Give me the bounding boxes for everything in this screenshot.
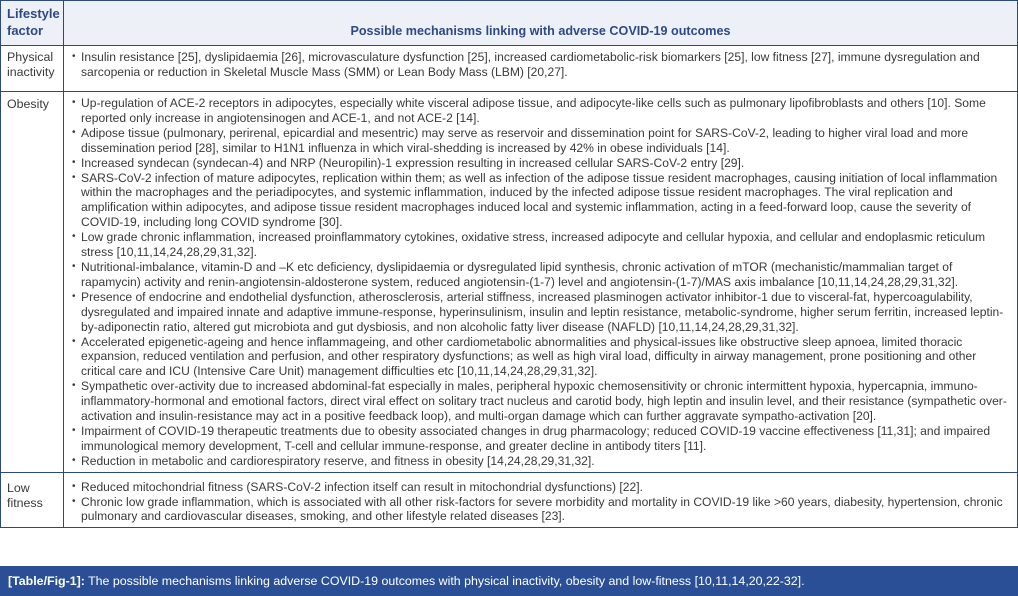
table-header-row: [1, 1, 1017, 46]
list-item: • Low grade chronic inflammation, increased proinflammatory cytokines, oxidative stress, increased adipocyte and cellular hypoxia, and cellular and endoplasmic reticulum stress [10,11,14,24,28,29,31,32].: [72, 230, 1009, 260]
list-item: • Insulin resistance [25], dyslipidaemia [26], microvasculature dysfunction [25], increased cardiometabolic-risk biomarkers [25], low fitness [27], immune dysregulation and sarcopenia or reduction in Skeletal Muscle Mass (SMM) or Lean Body Mass (LBM) [20,27].: [72, 50, 1009, 80]
list-item: • Reduced mitochondrial fitness (SARS-CoV-2 infection itself can result in mitochondrial dysfunctions) [22].: [72, 480, 1009, 495]
list-item: • Adipose tissue (pulmonary, perirenal, epicardial and mesentric) may serve as reservoir and dissemination point for SARS-CoV-2, leading to higher viral load and more dissemination period [28], similar to H1N1 influenza in which viral-shedding is increased by 42% in obese individuals [14].: [72, 126, 1009, 156]
list-item: • Increased syndecan (syndecan-4) and NRP (Neuropilin)-1 expression resulting in increased cellular SARS-CoV-2 entry [29].: [72, 156, 1009, 171]
factor-cell: Obesity: [1, 92, 64, 472]
caption-label: [Table/Fig-1]:: [8, 574, 85, 588]
mechanisms-cell: [64, 473, 1017, 528]
mechanisms-list: [72, 50, 1009, 80]
list-item: • Nutritional-imbalance, vitamin-D and –K etc deficiency, dyslipidaemia or dysregulated lipid synthesis, chronic activation of mTOR (mechanistic/mammalian target of rapamycin) activity and renin-angiotensin-aldosterone system, reduced angiotensin-(1-7) level and angiotensin-(1-7)/MAS axis imbalance [10,11,14,24,28,29,31,32].: [72, 260, 1009, 290]
table-row-physical-inactivity: [1, 46, 1017, 92]
factor-cell: Physical inactivity: [1, 46, 64, 91]
list-item: • Up-regulation of ACE-2 receptors in adipocytes, especially white visceral adipose tissue, and adipocyte-like cells such as pulmonary lipofibroblasts and others [10]. Some reported only increase in angiotensinogen and ACE-1, and not ACE-2 [14].: [72, 96, 1009, 126]
mechanisms-cell: [64, 92, 1017, 472]
table-caption: [0, 566, 1018, 596]
mechanisms-list: [72, 480, 1009, 525]
table-row-low-fitness: [1, 473, 1017, 529]
list-item: • Impairment of COVID-19 therapeutic treatments due to obesity associated changes in drug pharmacology; reduced COVID-19 vaccine effectiveness [11,31]; and impaired immunological memory development, T-cell and cellular immune-response, and greater decline in antibody titers [11].: [72, 424, 1009, 454]
list-item: • SARS-CoV-2 infection of mature adipocytes, replication within them; as well as infection of the adipose tissue resident macrophages, causing initiation of local inflammation within the macrophages and the periadipocytes, and systemic inflammation, induced by the infected adipose tissue resident macrophages. The viral replication and amplification within adipocytes, and adipose tissue resident macrophages induced local and systemic inflammation, acting in a feed-forward loop, cause the severity of COVID-19, including long COVID syndrome [30].: [72, 171, 1009, 231]
list-item: • Presence of endocrine and endothelial dysfunction, atherosclerosis, arterial stiffness, increased plasminogen activator inhibitor-1 due to visceral-fat, hypercoagulability, dysregulated and impaired innate and adaptive immune-response, hyperinsulinism, insulin and leptin resistance, metabolic-syndrome, higher serum ferritin, increased leptin-by-adiponectin ratio, altered gut microbiota and gut dysbiosis, and non alcoholic fatty liver disease (NAFLD) [10,11,14,24,28,29,31,32].: [72, 290, 1009, 335]
mechanisms-cell: [64, 46, 1017, 91]
header-lifestyle-factor: Lifestyle factor: [1, 1, 64, 45]
mechanisms-list: [72, 96, 1009, 469]
list-item: • Chronic low grade inflammation, which is associated with all other risk-factors for severe morbidity and mortality in COVID-19 like >60 years, diabesity, hypertension, chronic pulmonary and cardiovascular diseases, smoking, and other lifestyle related diseases [23].: [72, 495, 1009, 525]
caption-text: The possible mechanisms linking adverse COVID-19 outcomes with physical inactivity, obesity and low-fitness [10,11,14,20,22-32].: [84, 574, 805, 588]
list-item: • Sympathetic over-activity due to increased abdominal-fat especially in males, peripheral hypoxic chemosensitivity or chronic intermittent hypoxia, hypercapnia, immuno-inflammatory-hormonal and emotional factors, direct viral effect on solitary tract nucleus and carotid body, high leptin and insulin level, and their resistance (sympathetic over-activation and insulin-resistance may act in a positive feedback loop), and multi-organ damage which can further aggravate sympatho-activation [20].: [72, 379, 1009, 424]
list-item: • Reduction in metabolic and cardiorespiratory reserve, and fitness in obesity [14,24,28,29,31,32].: [72, 454, 1009, 469]
list-item: • Accelerated epigenetic-ageing and hence inflammageing, and other cardiometabolic abnormalities and physical-issues like obstructive sleep apnoea, limited thoracic expansion, reduced ventilation and perfusion, and other respiratory dysfunctions; as well as high viral load, difficulty in airway management, prone positioning and other critical care and ICU (Intensive Care Unit) management difficulties etc [10,11,14,24,28,29,31,32].: [72, 335, 1009, 380]
table-row-obesity: [1, 92, 1017, 473]
header-mechanisms: Possible mechanisms linking with adverse COVID-19 outcomes: [350, 24, 731, 38]
factor-cell: Low fitness: [1, 473, 64, 528]
